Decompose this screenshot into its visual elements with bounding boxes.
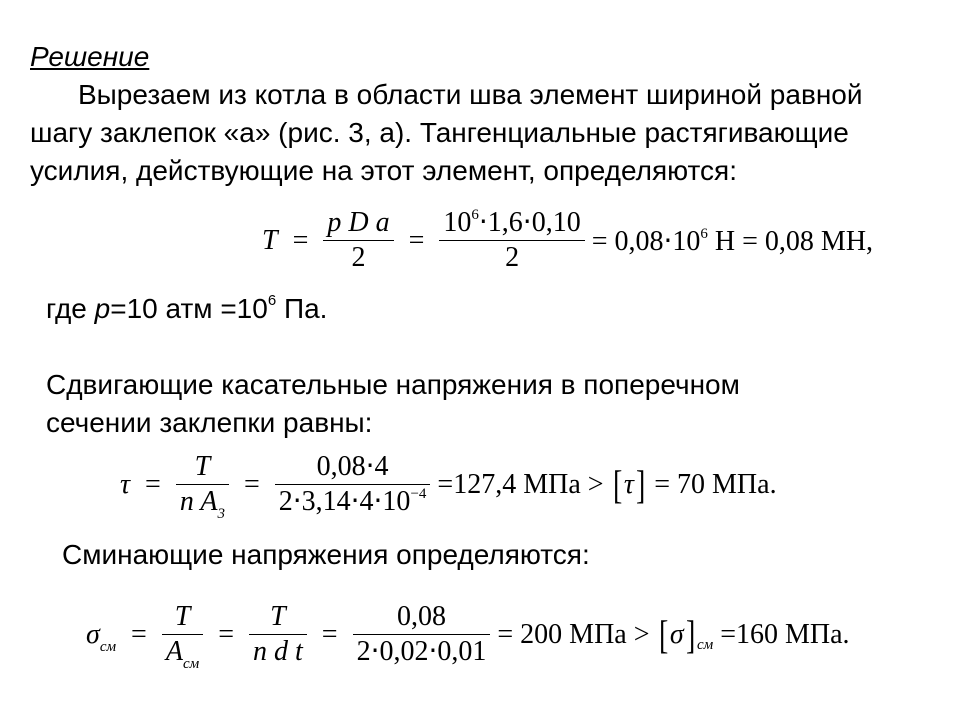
paragraph-shear-line2: сечении заклепки равны: <box>46 407 373 438</box>
formula3-fraction2: $\frac{T}{\text{n d t}}$ <box>249 600 307 669</box>
formula1-fraction1: $\frac{\text{p D a}}{2}$ <box>323 206 393 275</box>
formula3-lhs: σ <box>86 618 100 650</box>
paragraph-shear-line1: Сдвигающие касательные напряжения в поперечном <box>46 369 740 400</box>
formula1-fraction2: $\frac{10^6\cdot 1,6\cdot 0,10}{2}$ <box>439 206 584 275</box>
formula2-allowed-value: = 70 МПа. <box>654 468 777 500</box>
formula2-lhs: τ <box>120 468 131 500</box>
formula3-fraction3: $\frac{0,08}{2\cdot 0,02\cdot 0,01}$ <box>353 600 491 669</box>
formula2-fraction2: $\frac{0,08\cdot 4}{2\cdot 3,14\cdot 4\cdot 10^{-4}}$ <box>275 450 431 519</box>
formula-shear-stress: τ = $\frac{T}{n A_3}$ = $\frac{0,08\cdot 4}{2\cdot 3,14\cdot 4\cdot 10^{-4}}$ =127,4 МПа > [τ] = 70 МПа. <box>120 451 777 522</box>
section-heading: Решение <box>30 41 150 72</box>
formula3-fraction1: $\frac{T}{A_{см}}$ <box>162 600 203 669</box>
formula3-allowed-symbol: σ <box>669 618 684 650</box>
formula3-result: = 200 МПа > <box>497 618 650 650</box>
formula2-result: =127,4 МПа > <box>437 468 604 500</box>
paragraph-intro <box>30 76 910 190</box>
formula2-fraction1: $\frac{T}{n A_3}$ <box>176 450 229 519</box>
formula3-allowed-value: =160 МПа. <box>720 618 850 650</box>
formula1-lhs: T <box>262 224 278 256</box>
formula2-allowed-symbol: τ <box>623 468 634 500</box>
paragraph-bearing: Сминающие напряжения определяются: <box>62 539 590 570</box>
paragraph-intro-text: Вырезаем из котла в области шва элемент шириной равной шагу заклепок «а» (рис. 3, а). Тангенциальные растягивающие усилия, действующие на этот элемент, определяются: <box>30 79 863 186</box>
formula-bearing-stress: $\sigma_{см}$ = $\frac{T}{A_{см}}$ = $\frac{T}{\text{n d t}}$ = $\frac{0,08}{2\cdot 0,02\cdot 0,01}$ = 200 МПа > [σ] $_{см}$ =160 МПа. <box>86 601 850 672</box>
formula1-result: = $0,08\cdot 10^6$ Н = 0,08 МН, <box>591 225 874 257</box>
where-line: где p=10 атм $=10^6$ Па. <box>46 292 328 324</box>
formula-tension-force: T = $\frac{\text{p D a}}{2}$ = $\frac{10^6\cdot 1,6\cdot 0,10}{2}$ = $0,08\cdot 10^6$ Н = 0,08 МН, <box>262 207 874 273</box>
